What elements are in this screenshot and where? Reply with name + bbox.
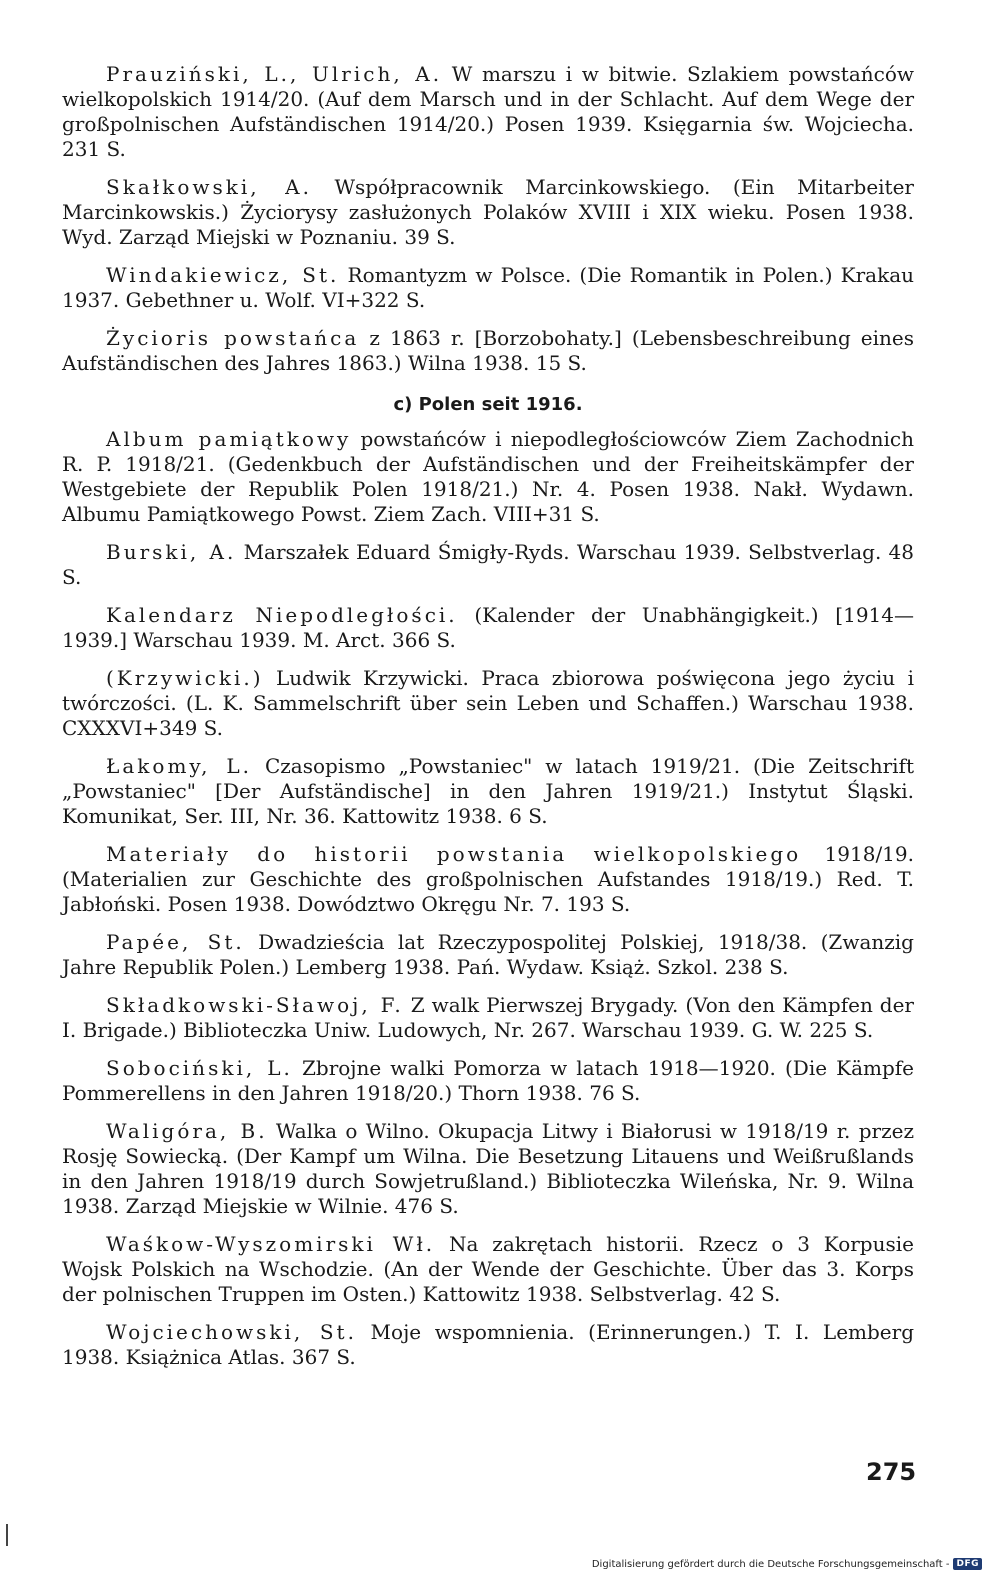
bib-entry xyxy=(62,842,914,917)
entry-author: Sobociński, L. xyxy=(106,1056,293,1080)
entry-author: Materiały do historii powstania wielkopolskiego xyxy=(106,842,802,866)
bib-entry xyxy=(62,603,914,653)
entry-text: Czasopismo „Powstaniec" w latach 1919/21. (Die Zeitschrift „Powstaniec" [Der Aufständische] in den Jahren 1919/21.) Instytut Śląski. Komunikat, Ser. III, Nr. 36. Kattowitz 1938. 6 S. xyxy=(62,754,914,828)
entry-author: Wojciechowski, St. xyxy=(106,1320,357,1344)
bib-entry xyxy=(62,1119,914,1219)
entry-text: Zbrojne walki Pomorza w latach 1918—1920. (Die Kämpfe Pommerellens in den Jahren 1918/20.) Thorn 1938. 76 S. xyxy=(62,1056,914,1105)
entry-text: Moje wspomnienia. (Erinnerungen.) T. I. Lemberg 1938. Książnica Atlas. 367 S. xyxy=(62,1320,914,1369)
entry-text: Współpracownik Marcinkowskiego. (Ein Mitarbeiter Marcinkowskis.) Życiorysy zasłużonych Polaków XVIII i XIX wieku. Posen 1938. Wyd. Zarząd Miejski w Poznaniu. 39 S. xyxy=(62,175,914,249)
section-heading: c) Polen seit 1916. xyxy=(393,394,583,415)
bib-entry xyxy=(62,1056,914,1106)
entry-author: Kalendarz Niepodległości. xyxy=(106,603,458,627)
entry-author: Waligóra, B. xyxy=(106,1119,268,1143)
entry-author: Papée, St. xyxy=(106,930,245,954)
entry-text: z 1863 r. [Borzobohaty.] (Lebensbeschreibung eines Aufständischen des Jahres 1863.) Wilna 1938. 15 S. xyxy=(62,326,915,375)
entry-author: Łakomy, L. xyxy=(106,754,253,778)
dfg-logo-icon: DFG xyxy=(953,1558,982,1570)
entry-author: (Krzywicki.) xyxy=(106,666,264,690)
entry-text: (Kalender der Unabhängigkeit.) [1914—1939.] Warschau 1939. M. Arct. 366 S. xyxy=(62,603,914,652)
margin-mark xyxy=(6,1524,8,1546)
bib-entry xyxy=(62,754,914,829)
page-body xyxy=(62,62,914,1383)
entry-author: Waśkow-Wyszomirski Wł. xyxy=(106,1232,436,1256)
bib-entry xyxy=(62,427,914,527)
bib-entry xyxy=(62,930,914,980)
page-number: 275 xyxy=(866,1458,917,1486)
bib-entry xyxy=(62,1232,914,1307)
entry-author: Prauziński, L., Ulrich, A. xyxy=(106,62,443,86)
bib-entry xyxy=(62,666,914,741)
entry-text: Z walk Pierwszej Brygady. (Von den Kämpfen der I. Brigade.) Biblioteczka Uniw. Ludowych, Nr. 267. Warschau 1939. G. W. 225 S. xyxy=(62,993,914,1042)
entry-author: Burski, A. xyxy=(106,540,237,564)
digitization-footer xyxy=(592,1558,982,1570)
entry-text: Ludwik Krzywicki. Praca zbiorowa poświęcona jego życiu i twórczości. (L. K. Sammelschrift über sein Leben und Schaffen.) Warschau 1938. CXXXVI+349 S. xyxy=(62,666,914,740)
entry-text: Na zakrętach historii. Rzecz o 3 Korpusie Wojsk Polskich na Wschodzie. (An der Wende der Geschichte. Über das 3. Korps der polnischen Truppen im Osten.) Kattowitz 1938. Selbstverlag. 42 S. xyxy=(62,1232,914,1306)
entry-text: 1918/19. (Materialien zur Geschichte des großpolnischen Aufstandes 1918/19.) Red. T. Jabłoński. Posen 1938. Dowództwo Okręgu Nr. 7. 193 S. xyxy=(62,842,914,916)
entry-text: powstańców i niepodległościowców Ziem Zachodnich R. P. 1918/21. (Gedenkbuch der Aufständischen und der Freiheitskämpfer der Westgebiete der Republik Polen 1918/21.) Nr. 4. Posen 1938. Nakł. Wydawn. Albumu Pamiątkowego Powst. Ziem Zach. VIII+31 S. xyxy=(62,427,914,526)
bib-entry xyxy=(62,1320,914,1370)
entry-text: W marszu i w bitwie. Szlakiem powstańców wielkopolskich 1914/20. (Auf dem Marsch und in der Schlacht. Auf dem Wege der großpolnischen Aufständischen 1914/20.) Posen 1939. Księgarnia św. Wojciecha. 231 S. xyxy=(62,62,914,161)
entry-author: Album pamiątkowy xyxy=(106,427,352,451)
entry-text: Marszałek Eduard Śmigły-Ryds. Warschau 1939. Selbstverlag. 48 S. xyxy=(62,540,914,589)
entry-text: Walka o Wilno. Okupacja Litwy i Białorusi w 1918/19 r. przez Rosję Sowiecką. (Der Kampf um Wilna. Die Besetzung Litauens und Weißrußlands in den Jahren 1918/19 durch Sowjetrußland.) Biblioteczka Wileńska, Nr. 9. Wilna 1938. Zarząd Miejskie w Wilnie. 476 S. xyxy=(62,1119,914,1218)
bib-entry xyxy=(62,540,914,590)
bib-entry xyxy=(62,326,914,376)
entry-author: Skałkowski, A. xyxy=(106,175,312,199)
bib-entry xyxy=(62,263,914,313)
bib-entry xyxy=(62,175,914,250)
bib-entry xyxy=(62,62,914,162)
entry-text: Romantyzm w Polsce. (Die Romantik in Polen.) Krakau 1937. Gebethner u. Wolf. VI+322 S. xyxy=(62,263,914,312)
footer-text: Digitalisierung gefördert durch die Deutsche Forschungsgemeinschaft - xyxy=(591,1558,950,1570)
entry-author: Życioris powstańca xyxy=(106,326,360,350)
bib-entry xyxy=(62,993,914,1043)
entry-author: Składkowski-Sławoj, F. xyxy=(106,993,404,1017)
entry-author: Windakiewicz, St. xyxy=(106,263,340,287)
entry-text: Dwadzieścia lat Rzeczypospolitej Polskiej, 1918/38. (Zwanzig Jahre Republik Polen.) Lemberg 1938. Pań. Wydaw. Książ. Szkol. 238 S. xyxy=(62,930,914,979)
